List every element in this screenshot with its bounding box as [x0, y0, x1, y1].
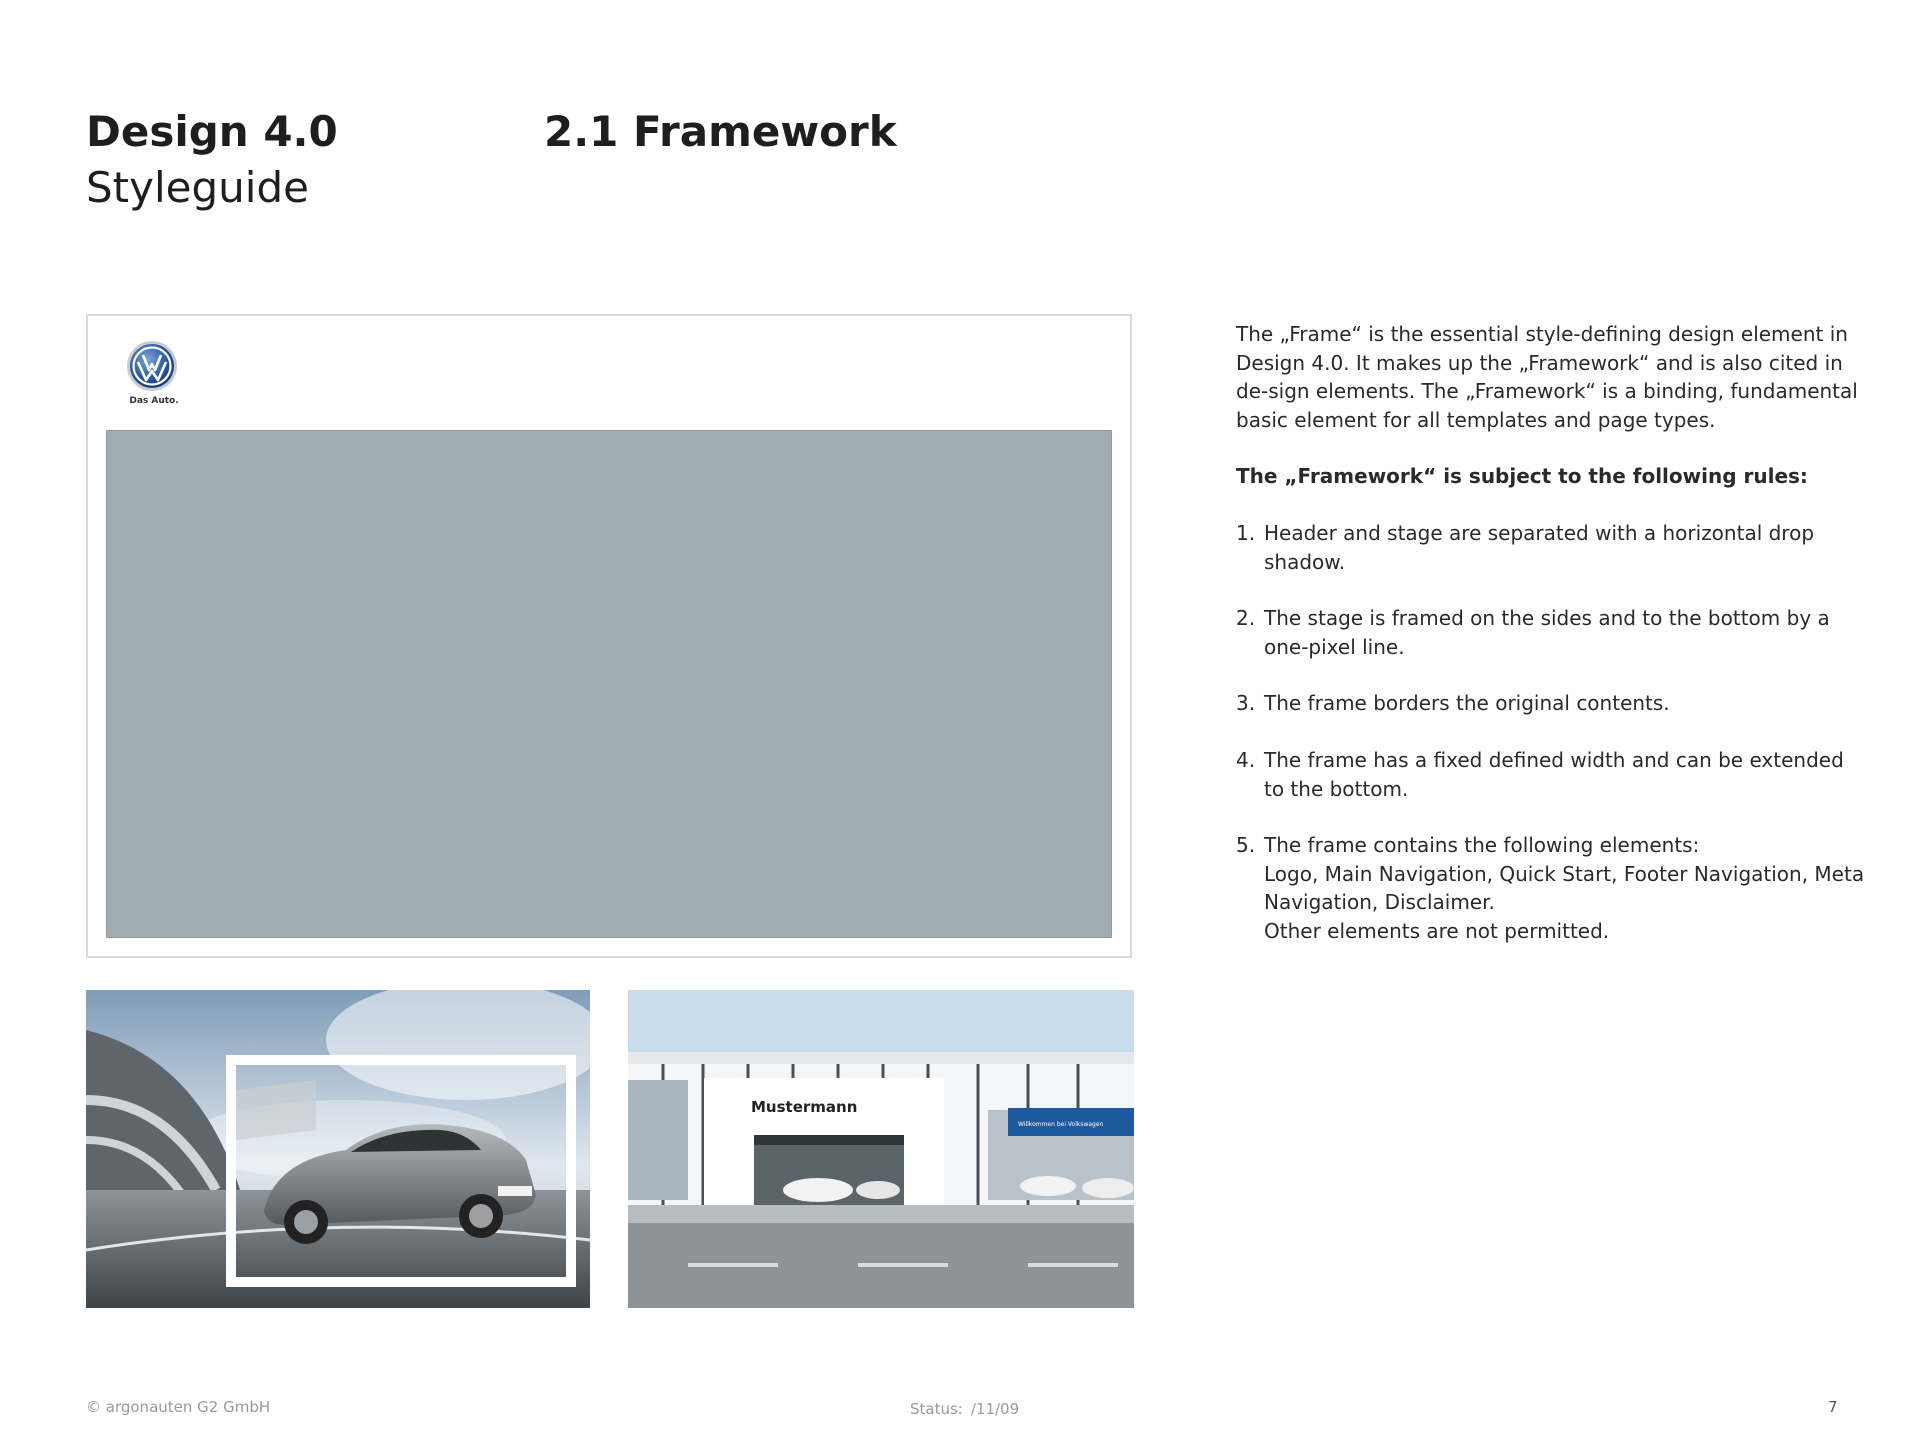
rule-number: 5.: [1236, 833, 1256, 858]
rule-item: [1236, 689, 1866, 718]
rules-heading: The „Framework“ is subject to the following rules:: [1236, 464, 1808, 489]
rule-number: 3.: [1236, 691, 1256, 716]
document-subtitle: Styleguide: [86, 163, 309, 212]
rule-item: [1236, 519, 1866, 576]
rule-line: Logo, Main Navigation, Quick Start, Footer Navigation, Meta Navigation, Disclaimer.: [1264, 861, 1865, 915]
showroom-photo: [628, 990, 1134, 1308]
footer-status: [910, 1400, 1027, 1418]
document-title: Design 4.0: [86, 107, 338, 156]
section-title: 2.1 Framework: [544, 107, 897, 156]
rule-text: The frame has a fixed defined width and can be extended to the bottom.: [1264, 747, 1844, 801]
stage-placeholder: [106, 430, 1112, 938]
rule-line: Other elements are not permitted.: [1264, 918, 1610, 943]
intro-paragraph: The „Frame“ is the essential style-defining design element in Design 4.0. It makes up the „Framework“ and is also cited in de-sign elements. The „Framework“ is a binding, fundamental basic element for all templates and page types.: [1236, 322, 1858, 432]
rule-text: [1264, 831, 1866, 945]
page-number: 7: [1828, 1398, 1838, 1416]
rule-number: 4.: [1236, 747, 1256, 772]
rule-line: The frame contains the following elements:: [1264, 833, 1700, 858]
vw-logo-icon: [126, 340, 178, 392]
rule-item: [1236, 746, 1866, 803]
showroom-sign: Mustermann: [751, 1098, 858, 1116]
status-label: Status:: [910, 1400, 963, 1418]
brand-claim: Das Auto.: [129, 396, 179, 406]
banner-text: Willkommen bei Volkswagen: [1018, 1121, 1104, 1128]
footer-copyright: © argonauten G2 GmbH: [86, 1398, 271, 1416]
rule-text: The frame borders the original contents.: [1264, 691, 1670, 716]
rule-text: The stage is framed on the sides and to the bottom by a one-pixel line.: [1264, 606, 1830, 659]
rule-text: Header and stage are separated with a horizontal drop shadow.: [1264, 520, 1815, 574]
rule-item: [1236, 604, 1866, 661]
rule-number: 1.: [1236, 520, 1256, 545]
car-photo: [86, 990, 590, 1308]
framework-description: [1236, 320, 1866, 974]
status-value: /11/09: [970, 1400, 1020, 1418]
frame-preview: [86, 314, 1132, 958]
rule-number: 2.: [1236, 606, 1256, 631]
rule-item: [1236, 831, 1866, 945]
